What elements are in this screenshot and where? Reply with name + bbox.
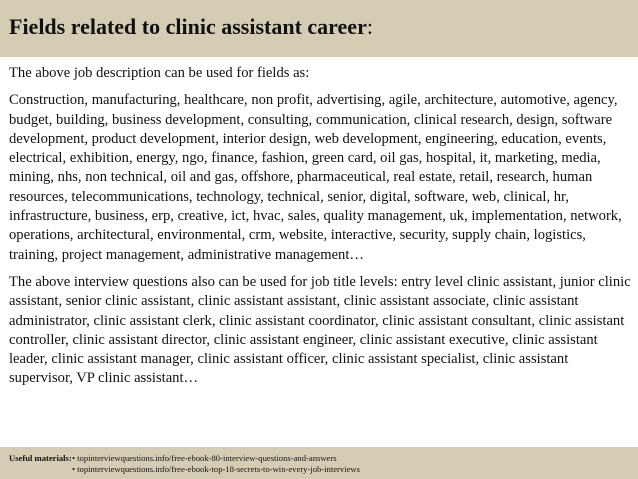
fields-paragraph: Construction, manufacturing, healthcare, non profit, advertising, agile, architecture, automotive, agency, budget, building, business development, consulting, communication, clinical research, design, software development, product development, interior design, web development, engineering, education, events, electrical, exhibition, energy, ngo, finance, fashion, green card, oil gas, hospital, it, marketing, media, mining, nhs, non technical, oil and gas, offshore, pharmaceutical, real estate, retail, research, human resources, telecommunications, technology, technical, senior, digital, software, web, clinical, hr, infrastructure, business, erp, creative, ict, hvac, sales, quality management, uk, implementation, network, operations, architectural, environmental, crm, website, interactive, security, supply chain, logistics, training, project management, administrative management… (9, 92, 622, 263)
footer-links (72, 453, 360, 475)
slide-title-text: Fields related to clinic assistant career (9, 14, 367, 39)
slide-title (9, 12, 638, 42)
job-levels-paragraph: The above interview questions also can be used for job title levels: entry level clinic assistant, junior clinic assistant, senior clinic assistant, clinic assistant assistant, clinic assistant associate, clinic assistant administrator, clinic assistant clerk, clinic assistant coordinator, clinic assistant consultant, clinic assistant controller, clinic assistant director, clinic assistant engineer, clinic assistant executive, clinic assistant leader, clinic assistant manager, clinic assistant officer, clinic assistant specialist, clinic assistant supervisor, VP clinic assistant… (9, 273, 631, 387)
slide-content (9, 64, 633, 389)
title-bar (0, 0, 638, 57)
footer-row (9, 453, 638, 475)
useful-materials-label: Useful materials: (9, 453, 72, 463)
ebook-link-80-questions[interactable]: • topinterviewquestions.info/free-ebook-80-interview-questions-and-answers (72, 453, 337, 463)
slide-title-colon: : (366, 14, 373, 39)
intro-text: The above job description can be used for fields as: (9, 65, 310, 81)
ebook-link-18-secrets[interactable]: • topinterviewquestions.info/free-ebook-top-18-secrets-to-win-every-job-interviews (72, 464, 360, 474)
footer-bar (0, 447, 638, 479)
